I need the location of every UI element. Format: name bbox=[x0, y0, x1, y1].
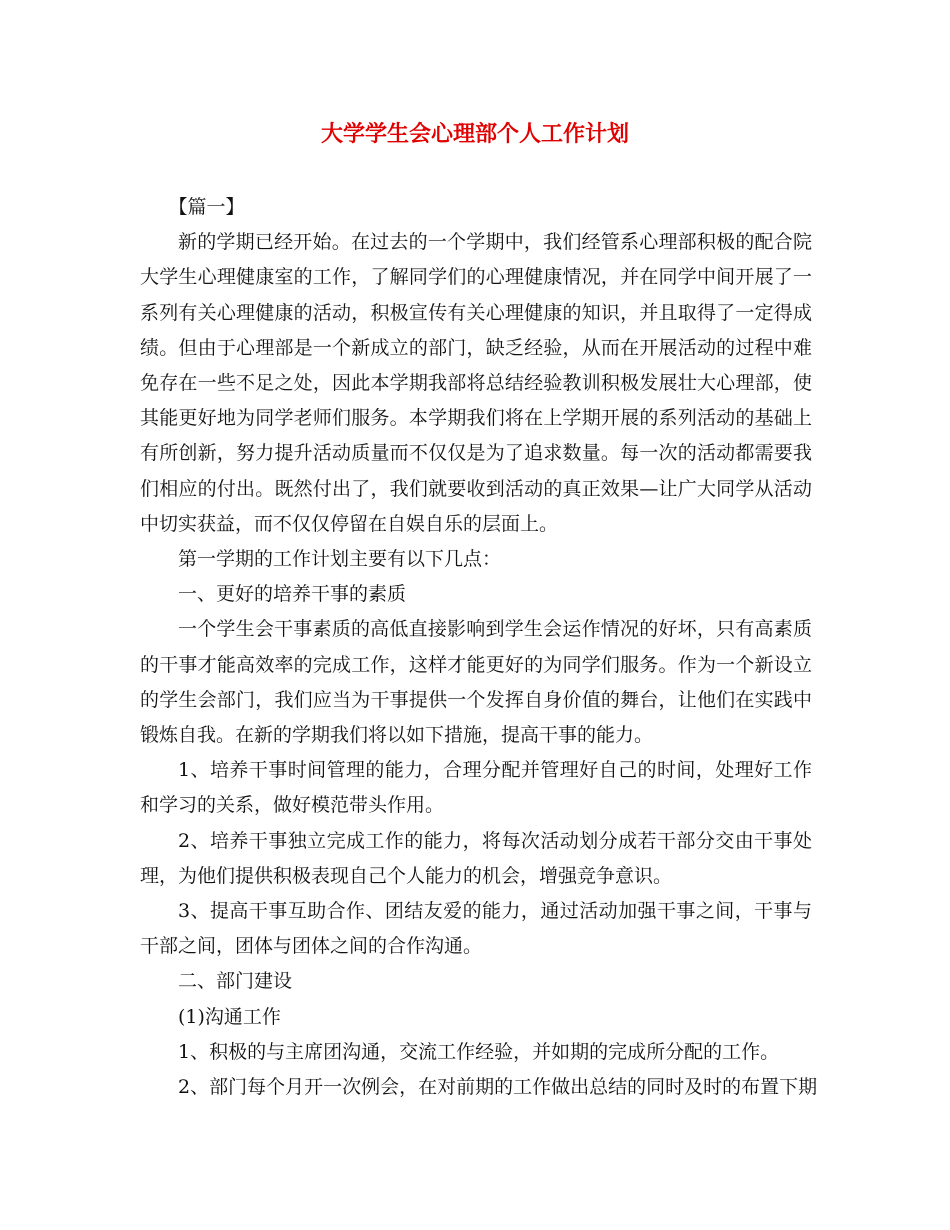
section-tag: 【篇一】 bbox=[168, 196, 245, 218]
document-title: 大学学生会心理部个人工作计划 bbox=[320, 122, 629, 147]
document-body bbox=[140, 190, 818, 1105]
list-item-3: 3、提高干事互助合作、团结友爱的能力，通过活动加强干事之间，干事与干部之间，团体与团体之间的合作沟通。 bbox=[140, 900, 812, 958]
list-item-2: 2、培养干事独立完成工作的能力，将每次活动划分成若干部分交由干事处理，为他们提供积极表现自己个人能力的机会，增强竞争意识。 bbox=[140, 829, 812, 887]
subsection-heading: (1)沟通工作 bbox=[178, 1005, 281, 1028]
list-item-4: 1、积极的与主席团沟通，交流工作经验，并如期的完成所分配的工作。 bbox=[178, 1040, 780, 1063]
section-heading-1: 一、更好的培养干事的素质 bbox=[178, 583, 407, 606]
intro-paragraph: 新的学期已经开始。在过去的一个学期中，我们经管系心理部积极的配合院大学生心理健康室的工作，了解同学们的心理健康情况，并在同学中间开展了一系列有关心理健康的活动，积极宣传有关心理健康的知识，并且取得了一定得成绩。但由于心理部是一个新成立的部门，缺乏经验，从而在开展活动的过程中难免存在一些不足之处，因此本学期我部将总结经验教训积极发展壮大心理部，使其能更好地为同学老师们服务。本学期我们将在上学期开展的系列活动的基础上有所创新，努力提升活动质量而不仅仅是为了追求数量。每一次的活动都需要我们相应的付出。既然付出了，我们就要收到活动的真正效果—让广大同学从活动中切实获益，而不仅仅停留在自娱自乐的层面上。 bbox=[140, 231, 812, 535]
section-heading-2: 二、部门建设 bbox=[178, 970, 293, 993]
list-item-5: 2、部门每个月开一次例会，在对前期的工作做出总结的同时及时的布置下期 bbox=[178, 1076, 818, 1099]
section-1-paragraph: 一个学生会干事素质的高低直接影响到学生会运作情况的好坏，只有高素质的干事才能高效率的完成工作，这样才能更好的为同学们服务。作为一个新设立的学生会部门，我们应当为干事提供一个发挥自身价值的舞台，让他们在实践中锻炼自我。在新的学期我们将以如下措施，提高干事的能力。 bbox=[140, 618, 812, 747]
list-item-1: 1、培养干事时间管理的能力，合理分配并管理好自己的时间，处理好工作和学习的关系，做好模范带头作用。 bbox=[140, 759, 812, 817]
plan-intro-paragraph: 第一学期的工作计划主要有以下几点： bbox=[178, 548, 502, 571]
